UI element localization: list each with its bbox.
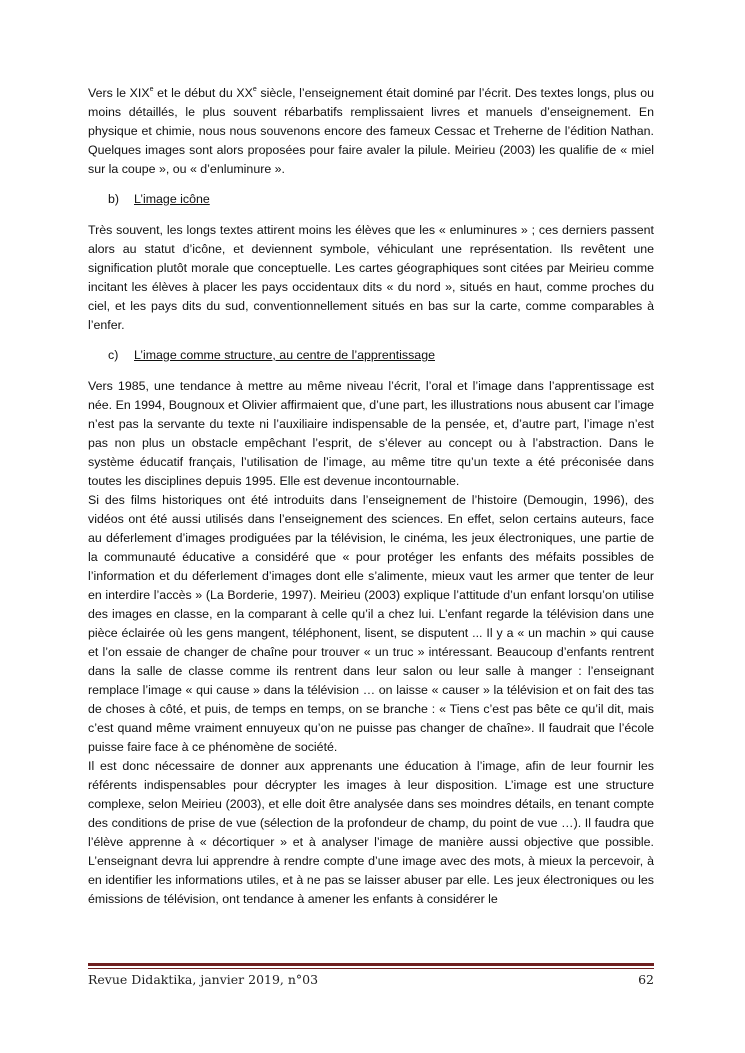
paragraph-icone: Très souvent, les longs textes attirent moins les élèves que les « enluminures » ; ces derniers passent alors au statut d’icône, et deviennent symbole, véhiculant une représentation. Ils revêtent une signification plutôt morale que conceptuelle. Les cartes géographiques sont citées par Meirieu comme incitant les élèves à placer les pays occidentaux dits « du nord », situés en haut, comme proches du ciel, et les pays dits du sud, conventionnellement situés en bas sur la carte, comme comparables à l’enfer. bbox=[88, 223, 654, 332]
heading-title: L’image icône bbox=[134, 192, 210, 206]
paragraph-structure-2: Si des films historiques ont été introduits dans l’enseignement de l’histoire (Demougin, 1996), des vidéos ont été aussi utilisés dans l’enseignement des sciences. En effet, selon certains auteurs, face au déferlement d’images prodiguées par la télévision, le cinéma, les jeux électroniques, une partie de la communauté éducative a considéré que « pour protéger les enfants des méfaits possibles de l’information et du déferlement d’images dont elle s’alimente, mieux vaut les armer que tenter de leur en interdire l’accès » (La Borderie, 1997). Meirieu (2003) explique l’attitude d’un enfant lorsqu’on utilise des images en classe, en la comparant à celle qu’il a chez lui. L’enfant regarde la télévision dans une pièce éclairée où les gens mangent, téléphonent, lisent, se disputent ... Il y a « un machin » qui cause et l’on essaie de changer de chaîne pour trouver « un truc » intéressant. Beaucoup d’enfants rentrent dans la salle de classe comme ils rentrent dans leur salon ou leur salle à manger : l’enseignant remplace l’image « qui cause » dans la télévision … on laisse « causer » la télévision et on fait des tas de choses à côté, et puis, de temps en temps, on se branche : « Tiens c’est pas bête ce qu’il dit, mais c’est quand même vraiment ennuyeux qu’on ne puisse pas changer de chaîne». Il faudrait que l’école puisse faire face à ce phénomène de société. bbox=[88, 493, 654, 754]
intro-text-mid: et le début du XX bbox=[153, 86, 253, 100]
footer-rule-thick bbox=[88, 963, 654, 966]
footer-journal: Revue Didaktika, janvier 2019, n°03 bbox=[88, 972, 319, 987]
section-heading-c bbox=[108, 346, 654, 365]
intro-text-start: Vers le XIX bbox=[88, 86, 150, 100]
heading-title: L’image comme structure, au centre de l’apprentissage bbox=[134, 348, 435, 362]
superscript-e: e bbox=[252, 86, 257, 93]
article-body bbox=[88, 84, 654, 909]
footer-rule-thin bbox=[88, 968, 654, 969]
heading-letter: c) bbox=[108, 348, 119, 362]
page-number: 62 bbox=[638, 972, 654, 987]
paragraph-structure-1: Vers 1985, une tendance à mettre au même niveau l’écrit, l’oral et l’image dans l’apprentissage est née. En 1994, Bougnoux et Olivier affirmaient que, d’une part, les illustrations nous abusent car l’image n’est pas la servante du texte ni l’auxiliaire indispensable de la pensée, et, d’autre part, l’image n’est pas non plus un obstacle empêchant l’esprit, de s’élever au concept ou à l’abstraction. Dans le système éducatif français, l’utilisation de l’image, au même titre qu’un texte a été préconisée dans toutes les disciplines depuis 1995. Elle est devenue incontournable. bbox=[88, 379, 654, 488]
section-heading-b bbox=[108, 190, 654, 209]
superscript-e: e bbox=[149, 86, 154, 93]
paragraph-intro bbox=[88, 84, 654, 179]
intro-text-rest: siècle, l’enseignement était dominé par l’écrit. Des textes longs, plus ou moins détaillés, le plus souvent rébarbatifs remplissaient livres et manuels d’enseignement. En physique et chimie, nous nous souvenons encore des fameux Cessac et Treherne de l’édition Nathan. Quelques images sont alors proposées pour faire avaler la pilule. Meirieu (2003) les qualifie de « miel sur la coupe », ou « d’enluminure ». bbox=[88, 86, 655, 176]
heading-letter: b) bbox=[108, 192, 120, 206]
paragraph-structure-3: Il est donc nécessaire de donner aux apprenants une éducation à l’image, afin de leur fournir les référents indispensables pour décrypter les images à leur disposition. L’image est une structure complexe, selon Meirieu (2003), et elle doit être analysée dans ses moindres détails, en tenant compte des conditions de prise de vue (sélection de la profondeur de champ, du point de vue …). Il faudra que l’élève apprenne à « décortiquer » et à analyser l’image de manière aussi objective que possible. L’enseignant devra lui apprendre à rendre compte d’une image avec des mots, à mieux la percevoir, à en identifier les informations utiles, et à ne pas se laisser abuser par elle. Les jeux électroniques ou les émissions de télévision, ont tendance à amener les enfants à considérer le bbox=[88, 759, 654, 906]
